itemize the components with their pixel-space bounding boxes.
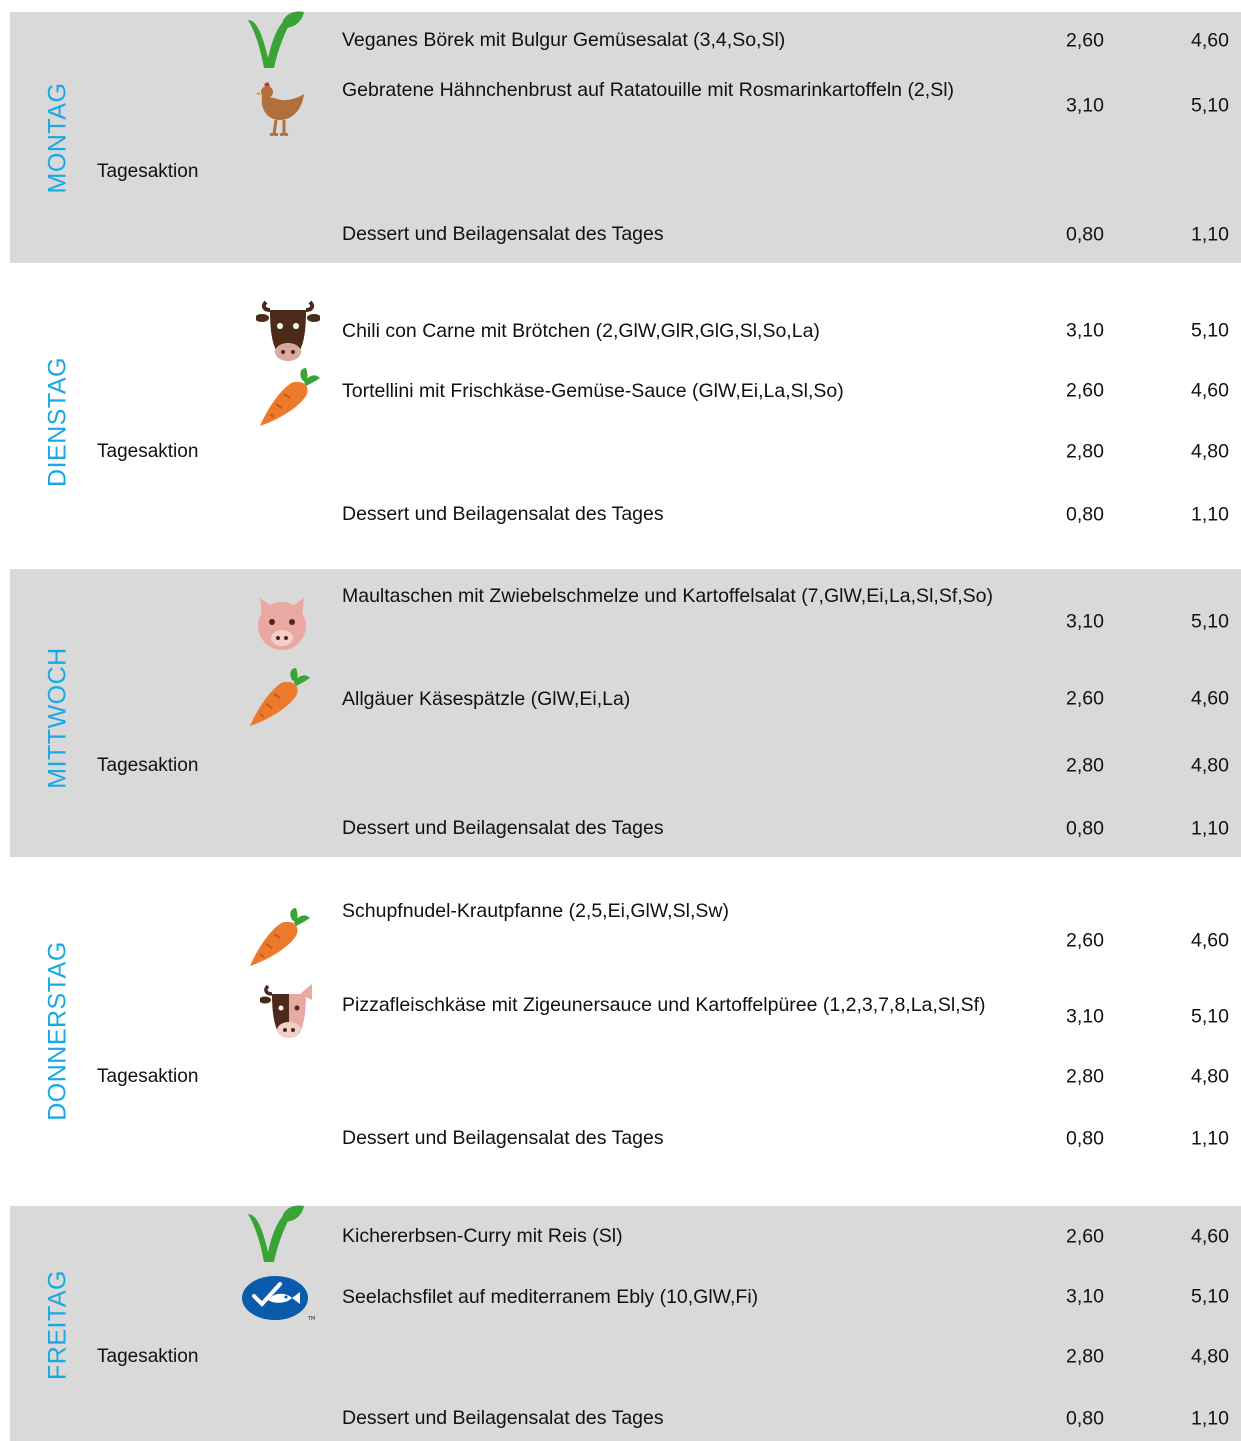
price-student: 0,80 bbox=[1066, 503, 1104, 526]
day-label-montag: MONTAG bbox=[43, 82, 72, 194]
carrot-icon bbox=[258, 368, 320, 426]
dessert-label: Dessert und Beilagensalat des Tages bbox=[342, 503, 664, 525]
dish-name: Allgäuer Käsespätzle (GlW,Ei,La) bbox=[342, 688, 631, 710]
price-student: 3,10 bbox=[1066, 610, 1104, 633]
tagesaktion-label: Tagesaktion bbox=[97, 1066, 199, 1087]
msc-fish-icon bbox=[240, 1274, 316, 1322]
dish-name: Kichererbsen-Curry mit Reis (Sl) bbox=[342, 1225, 623, 1247]
price-guest: 5,10 bbox=[1191, 1005, 1229, 1028]
price-guest: 1,10 bbox=[1191, 223, 1229, 246]
vegan-v-leaf-icon bbox=[246, 10, 304, 70]
dish-name: Veganes Börek mit Bulgur Gemüsesalat (3,4,So,Sl) bbox=[342, 29, 786, 51]
price-guest: 4,80 bbox=[1191, 440, 1229, 463]
dessert-label: Dessert und Beilagensalat des Tages bbox=[342, 817, 664, 839]
vegan-v-leaf-icon bbox=[246, 1204, 304, 1264]
price-student: 3,10 bbox=[1066, 1005, 1104, 1028]
pig-icon bbox=[254, 594, 310, 654]
price-guest: 4,60 bbox=[1191, 29, 1229, 52]
price-student: 0,80 bbox=[1066, 1407, 1104, 1430]
dish-name: Pizzafleischkäse mit Zigeunersauce und Kartoffelpüree (1,2,3,7,8,La,Sl,Sf) bbox=[342, 994, 986, 1016]
day-label-donnerstag: DONNERSTAG bbox=[43, 941, 72, 1121]
price-student: 0,80 bbox=[1066, 223, 1104, 246]
price-student: 2,60 bbox=[1066, 687, 1104, 710]
price-guest: 1,10 bbox=[1191, 817, 1229, 840]
price-guest: 4,60 bbox=[1191, 687, 1229, 710]
carrot-icon bbox=[248, 908, 310, 966]
price-guest: 4,60 bbox=[1191, 379, 1229, 402]
dish-name: Schupfnudel-Krautpfanne (2,5,Ei,GlW,Sl,Sw) bbox=[342, 900, 729, 922]
price-student: 3,10 bbox=[1066, 94, 1104, 117]
dessert-label: Dessert und Beilagensalat des Tages bbox=[342, 1127, 664, 1149]
dish-name: Tortellini mit Frischkäse-Gemüse-Sauce (GlW,Ei,La,Sl,So) bbox=[342, 380, 844, 402]
day-label-freitag: FREITAG bbox=[43, 1270, 72, 1380]
price-student: 2,80 bbox=[1066, 1065, 1104, 1088]
dish-name: Seelachsfilet auf mediterranem Ebly (10,GlW,Fi) bbox=[342, 1286, 759, 1308]
price-guest: 4,80 bbox=[1191, 1065, 1229, 1088]
price-student: 0,80 bbox=[1066, 1127, 1104, 1150]
price-guest: 1,10 bbox=[1191, 503, 1229, 526]
day-label-mittwoch: MITTWOCH bbox=[43, 647, 72, 789]
price-guest: 1,10 bbox=[1191, 1127, 1229, 1150]
price-student: 0,80 bbox=[1066, 817, 1104, 840]
carrot-icon bbox=[248, 668, 310, 726]
tagesaktion-label: Tagesaktion bbox=[97, 441, 199, 462]
price-student: 2,60 bbox=[1066, 29, 1104, 52]
price-student: 2,80 bbox=[1066, 754, 1104, 777]
tagesaktion-label: Tagesaktion bbox=[97, 161, 199, 182]
price-guest: 1,10 bbox=[1191, 1407, 1229, 1430]
chicken-icon bbox=[250, 80, 306, 136]
price-student: 2,80 bbox=[1066, 1345, 1104, 1368]
dish-name: Gebratene Hähnchenbrust auf Ratatouille mit Rosmarinkartoffeln (2,Sl) bbox=[342, 79, 955, 101]
dish-name: Maultaschen mit Zwiebelschmelze und Kartoffelsalat (7,GlW,Ei,La,Sl,Sf,So) bbox=[342, 585, 994, 607]
day-label-dienstag: DIENSTAG bbox=[43, 357, 72, 487]
cow-icon bbox=[256, 296, 320, 362]
price-student: 2,80 bbox=[1066, 440, 1104, 463]
day-block-mittwoch bbox=[10, 569, 1241, 857]
price-guest: 4,60 bbox=[1191, 929, 1229, 952]
cow-pig-icon bbox=[260, 980, 318, 1038]
price-guest: 5,10 bbox=[1191, 319, 1229, 342]
price-student: 3,10 bbox=[1066, 1285, 1104, 1308]
dish-name: Chili con Carne mit Brötchen (2,GlW,GlR,GlG,Sl,So,La) bbox=[342, 320, 820, 342]
tagesaktion-label: Tagesaktion bbox=[97, 755, 199, 776]
dessert-label: Dessert und Beilagensalat des Tages bbox=[342, 1407, 664, 1429]
price-guest: 4,80 bbox=[1191, 754, 1229, 777]
price-guest: 4,80 bbox=[1191, 1345, 1229, 1368]
price-student: 2,60 bbox=[1066, 379, 1104, 402]
svg-text:TM: TM bbox=[308, 1316, 316, 1322]
price-student: 2,60 bbox=[1066, 1225, 1104, 1248]
price-guest: 4,60 bbox=[1191, 1225, 1229, 1248]
price-guest: 5,10 bbox=[1191, 94, 1229, 117]
dessert-label: Dessert und Beilagensalat des Tages bbox=[342, 223, 664, 245]
price-guest: 5,10 bbox=[1191, 1285, 1229, 1308]
tagesaktion-label: Tagesaktion bbox=[97, 1346, 199, 1367]
price-student: 2,60 bbox=[1066, 929, 1104, 952]
price-student: 3,10 bbox=[1066, 319, 1104, 342]
price-guest: 5,10 bbox=[1191, 610, 1229, 633]
